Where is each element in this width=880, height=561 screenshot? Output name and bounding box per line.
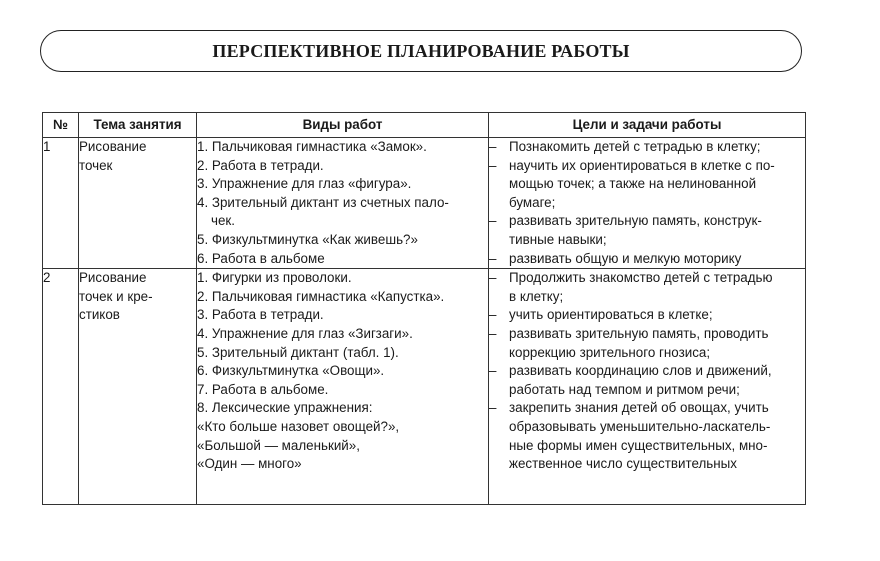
work-item: 2. Пальчиковая гимнастика «Капустка». [197,288,445,304]
goal-line: образовывать уменьшительно-ласкатель- [509,418,771,434]
dash-marker: – [489,157,497,173]
goal-item [489,399,805,473]
work-item: 2. Работа в тетради. [197,157,324,173]
topic-line: точек и кре- [79,288,153,304]
goal-line: Продолжить знакомство детей с тетрадью [509,270,773,286]
dash-marker: – [489,213,497,229]
dash-marker: – [489,307,497,323]
goal-item [489,269,805,306]
work-item: 3. Работа в тетради. [197,307,324,323]
topic-line: стиков [79,307,120,323]
goal-item [489,157,805,213]
work-item: 4. Зрительный диктант из счетных пало- [197,194,449,210]
goal-item [489,250,805,269]
goal-item [489,306,805,325]
goal-line: в клетку; [509,288,564,304]
work-item: 5. Зрительный диктант (табл. 1). [197,344,399,360]
goal-item [489,362,805,399]
row-number: 1 [43,138,79,269]
header-works: Виды работ [197,113,489,138]
title-banner [40,30,802,72]
header-topic: Тема занятия [79,113,197,138]
header-goals: Цели и задачи работы [489,113,806,138]
topic-line: Рисование [79,270,147,286]
table-row [43,269,806,505]
work-item: 4. Упражнение для глаз «Зигзаги». [197,325,413,341]
goals-list [489,138,806,269]
goal-line: мощью точек; а также на нелинованной [509,176,757,192]
work-item: чек. [211,213,236,229]
goals-list [489,269,806,505]
planning-table [42,112,806,505]
goal-line: развивать зрительную память, конструк- [509,213,762,229]
goal-line: развивать координацию слов и движений, [509,363,772,379]
dash-marker: – [489,139,497,154]
goal-line: развивать зрительную память, проводить [509,325,769,341]
work-types [197,138,489,269]
table-header-row [43,113,806,138]
goal-line: закрепить знания детей об овощах, учить [509,400,769,416]
dash-marker: – [489,363,497,379]
topic-line: Рисование [79,139,147,154]
dash-marker: – [489,250,497,266]
work-item: 8. Лексические упражнения: [197,400,373,416]
dash-marker: – [489,400,497,416]
lesson-topic [79,269,197,505]
goal-line: работать над темпом и ритмом речи; [509,381,740,397]
topic-line: точек [79,157,113,173]
goal-line: коррекцию зрительного гнозиса; [509,344,711,360]
header-num: № [43,113,79,138]
goal-line: тивные навыки; [509,231,607,247]
work-item: 1. Фигурки из проволоки. [197,270,352,286]
page-title: ПЕРСПЕКТИВНОЕ ПЛАНИРОВАНИЕ РАБОТЫ [212,40,630,61]
work-item: 5. Физкультминутка «Как живешь?» [197,231,418,247]
goal-line: учить ориентироваться в клетке; [509,307,713,323]
dash-marker: – [489,325,497,341]
work-item: «Кто больше назовет овощей?», [197,418,400,434]
goal-line: научить их ориентироваться в клетке с по- [509,157,775,173]
work-item: 1. Пальчиковая гимнастика «Замок». [197,139,427,154]
goal-item [489,325,805,362]
work-item: 6. Работа в альбоме [197,250,325,266]
goal-line: развивать общую и мелкую моторику [509,250,742,266]
goal-line: бумаге; [509,194,556,210]
goal-line: жественное число существительных [509,456,737,472]
table-row [43,138,806,269]
goal-item [489,138,805,157]
lesson-topic [79,138,197,269]
goal-line: ные формы имен существительных, мно- [509,437,768,453]
work-item: «Большой — маленький», [197,437,360,453]
work-types [197,269,489,505]
dash-marker: – [489,270,497,286]
work-item: 6. Физкультминутка «Овощи». [197,363,385,379]
goal-line: Познакомить детей с тетрадью в клетку; [509,139,761,154]
goal-item [489,212,805,249]
work-item: «Один — много» [197,456,302,472]
row-number: 2 [43,269,79,505]
work-item: 3. Упражнение для глаз «фигура». [197,176,412,192]
work-item: 7. Работа в альбоме. [197,381,329,397]
